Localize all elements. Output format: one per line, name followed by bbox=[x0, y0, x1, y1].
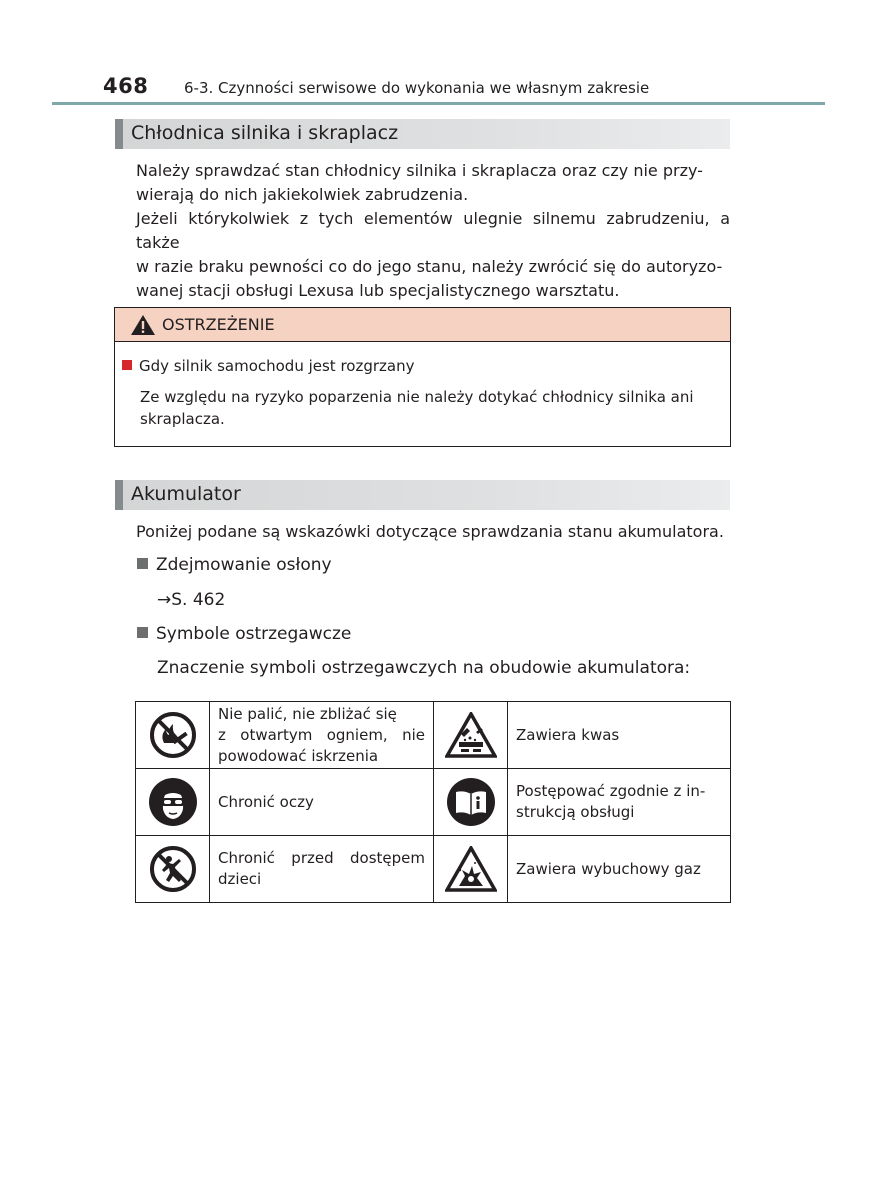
symbols-intro: Znaczenie symboli ostrzegawczych na obudowie akumulatora: bbox=[157, 658, 691, 678]
table-cell bbox=[434, 702, 508, 769]
text-line: skraplacza. bbox=[140, 410, 225, 428]
page-reference-link[interactable]: →S. 462 bbox=[157, 590, 226, 610]
table-cell bbox=[210, 769, 434, 836]
cell-text-line: strukcją obsługi bbox=[516, 803, 635, 821]
section-title-radiator: Chłodnica silnika i skraplacz bbox=[131, 122, 399, 144]
warning-title: OSTRZEŻENIE bbox=[162, 315, 275, 334]
table-cell bbox=[136, 702, 210, 769]
cell-text-line: dzieci bbox=[218, 870, 262, 888]
page-number: 468 bbox=[103, 74, 149, 98]
table-cell bbox=[434, 836, 508, 903]
table-cell bbox=[210, 836, 434, 903]
acid-icon bbox=[445, 712, 497, 758]
table-cell bbox=[508, 702, 731, 769]
square-bullet-icon bbox=[137, 627, 148, 638]
cell-text-line: Chronić oczy bbox=[218, 792, 314, 811]
text-line: wanej stacji obsługi Lexusa lub specjalistycznego warsztatu. bbox=[136, 281, 620, 300]
battery-intro: Poniżej podane są wskazówki dotyczące sprawdzania stanu akumulatora. bbox=[136, 522, 724, 541]
text-line: Należy sprawdzać stan chłodnicy silnika i skraplacza oraz czy nie przy- bbox=[136, 161, 703, 180]
text-line: wierają do nich jakiekolwiek zabrudzenia. bbox=[136, 185, 469, 204]
warning-header bbox=[115, 308, 730, 342]
cell-text-line: z otwartym ogniem, nie bbox=[218, 725, 425, 744]
table-cell bbox=[508, 836, 731, 903]
warning-symbols-table bbox=[135, 701, 731, 903]
table-cell bbox=[136, 769, 210, 836]
text-line: Jeżeli którykolwiek z tych elementów ulegnie silnemu zabrudzeniu, a także bbox=[136, 209, 730, 252]
cell-text-line: Chronić przed dostępem bbox=[218, 849, 425, 867]
text-line: w razie braku pewności co do jego stanu, należy zwrócić się do autoryzo- bbox=[136, 257, 723, 276]
table-row bbox=[136, 769, 731, 836]
text-line: Ze względu na ryzyko poparzenia nie należy dotykać chłodnicy silnika ani bbox=[140, 388, 694, 406]
eye-protection-icon bbox=[148, 777, 198, 827]
cell-text-line: Nie palić, nie zbliżać się bbox=[218, 704, 397, 723]
section-heading-bar bbox=[115, 119, 730, 149]
warning-triangle-icon bbox=[130, 314, 156, 336]
warning-item-text bbox=[140, 386, 716, 430]
warning-item-label: Gdy silnik samochodu jest rozgrzany bbox=[139, 357, 415, 375]
table-row bbox=[136, 836, 731, 903]
cell-text-line: Zawiera wybuchowy gaz bbox=[516, 859, 701, 878]
warning-item-heading bbox=[122, 357, 414, 375]
no-fire-icon bbox=[148, 710, 198, 760]
table-row bbox=[136, 702, 731, 769]
explosive-gas-icon bbox=[445, 846, 497, 892]
cell-text-line: powodować iskrzenia bbox=[218, 746, 379, 765]
square-bullet-icon bbox=[137, 558, 148, 569]
chapter-title: 6-3. Czynności serwisowe do wykonania we własnym zakresie bbox=[184, 79, 650, 97]
bullet-cover-removal bbox=[137, 555, 332, 575]
bullet-warning-symbols bbox=[137, 624, 351, 644]
header-rule bbox=[52, 102, 825, 105]
red-bullet-icon bbox=[122, 360, 132, 370]
table-cell bbox=[434, 769, 508, 836]
table-cell bbox=[136, 836, 210, 903]
section-title-battery: Akumulator bbox=[131, 483, 241, 505]
warning-box bbox=[114, 307, 731, 447]
cell-text-line: Zawiera kwas bbox=[516, 725, 620, 744]
table-cell bbox=[508, 769, 731, 836]
cell-text-line: Postępować zgodnie z in- bbox=[516, 782, 706, 800]
bullet-label: Symbole ostrzegawcze bbox=[156, 624, 352, 644]
keep-away-children-icon bbox=[148, 844, 198, 894]
manual-icon bbox=[446, 777, 496, 827]
table-cell bbox=[210, 702, 434, 769]
bullet-label: Zdejmowanie osłony bbox=[156, 555, 332, 575]
section-heading-bar bbox=[115, 480, 730, 510]
radiator-body-text bbox=[136, 159, 730, 303]
